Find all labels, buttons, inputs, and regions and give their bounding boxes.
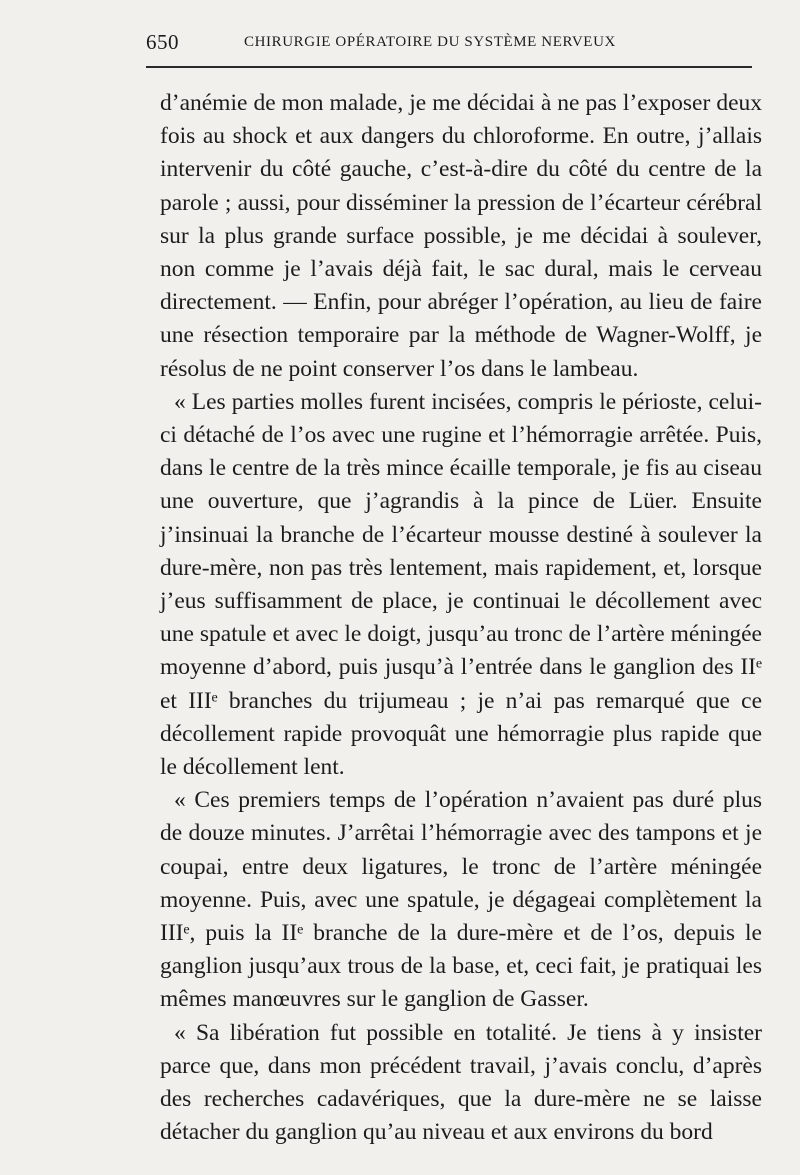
paragraph: « Sa libération fut possible en totalité. Je tiens à y insister parce que, dans mon précédent travail, j’avais conclu, d’après des recherches cadavériques, que la dure-mère ne se laisse détacher du ganglion qu’au niveau et aux environs du bord — [160, 1019, 762, 1146]
running-head: CHIRURGIE OPÉRATOIRE DU SYSTÈME NERVEUX — [244, 34, 616, 50]
paragraph: d’anémie de mon malade, je me décidai à ne pas l’exposer deux fois au shock et aux dangers du chloroforme. En outre, j’allais intervenir du côté gauche, c’est-à-dire du côté du centre de la parole ; aussi, pour disséminer la pression de l’écarteur cérébral sur la plus grande surface possible, je me décidai à soulever, non comme je l’avais déjà fait, le sac dural, mais le cerveau directement. — Enfin, pour abréger l’opération, au lieu de faire une résection temporaire par la méthode de Wagner-Wolff, je résolus de ne point conserver l’os dans le lambeau. — [160, 90, 762, 382]
paragraph: « Les parties molles furent incisées, compris le périoste, celui-ci détaché de l’os avec une rugine et l’hémorragie arrêtée. Puis, dans le centre de la très mince écaille temporale, je fis au ciseau une ouverture, que j’agrandis à la pince de Lüer. Ensuite j’insinuai la branche de l’écarteur mousse destiné à soulever la dure-mère, non pas très lentement, mais rapidement, et, lorsque j’eus suffisamment de place, je continuai le décollement avec une spatule et avec le doigt, jusqu’au tronc de l’artère méningée moyenne d’abord, puis jusqu’à l’entrée dans le ganglion des IIᵉ et IIIᵉ branches du trijumeau ; je n’ai pas remarqué que ce décollement rapide provoquât une hémorragie plus rapide que le décollement lent. — [160, 388, 762, 781]
header-rule — [146, 66, 752, 68]
body-text — [160, 87, 762, 1150]
page-header — [146, 30, 752, 62]
paragraph: « Ces premiers temps de l’opération n’avaient pas duré plus de douze minutes. J’arrêtai l’hémorragie avec des tampons et je coupai, entre deux ligatures, le tronc de l’artère méningée moyenne. Puis, avec une spatule, je dégageai complètement la IIIᵉ, puis la IIᵉ branche de la dure-mère et de l’os, depuis le ganglion jusqu’aux trous de la base, et, ceci fait, je pratiquai les mêmes manœuvres sur le ganglion de Gasser. — [160, 787, 762, 1013]
page-number: 650 — [146, 30, 179, 54]
page-bottom-edge — [0, 1150, 800, 1175]
